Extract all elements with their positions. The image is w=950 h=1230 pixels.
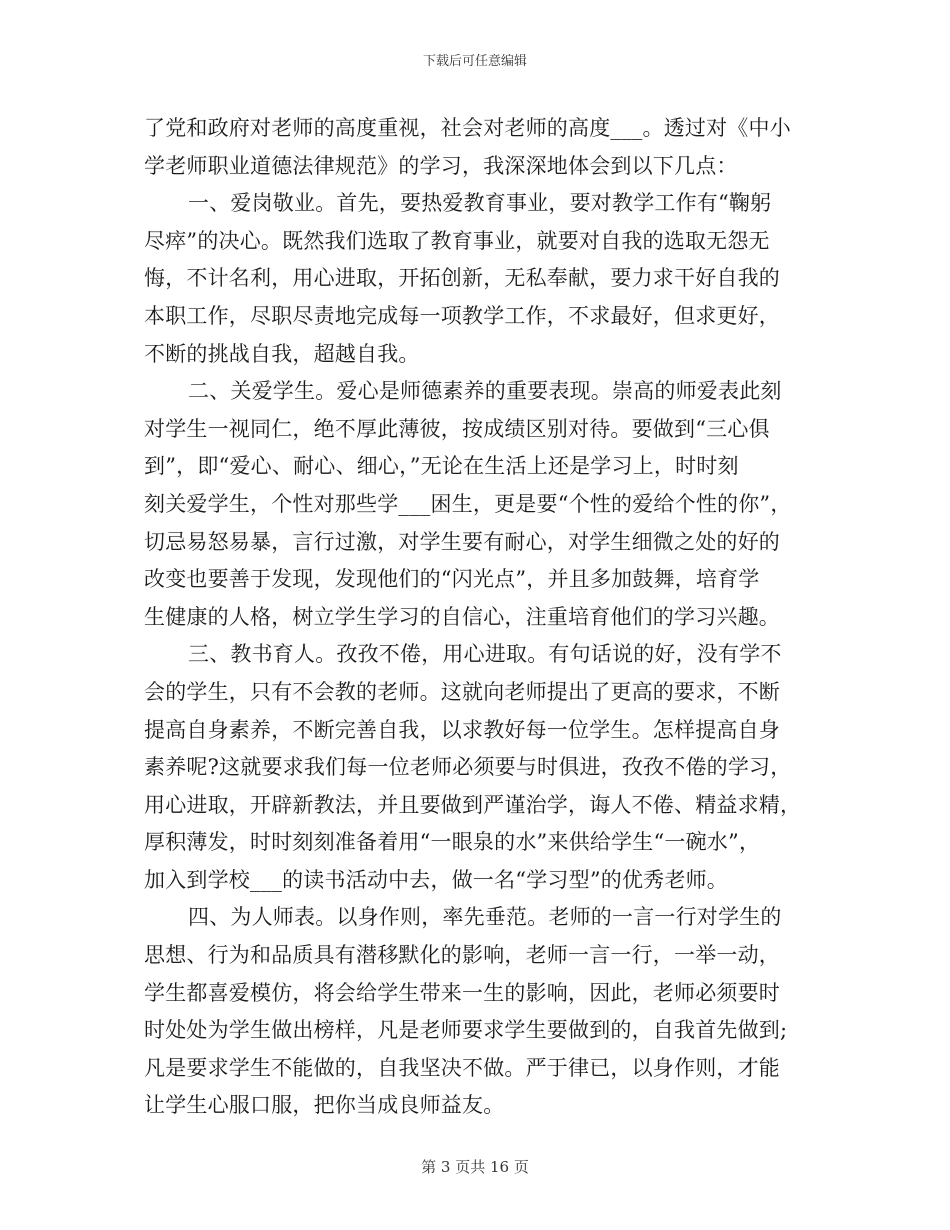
document-body [144,110,824,1125]
text-line: 到”，即“爱心、耐心、细心，”无论在生活上还是学习上，时时刻 [144,454,739,479]
page-footer: 第 3 页共 16 页 [421,1158,529,1176]
text-line: 一、爱岗敬业。首先，要热爱教育事业，要对教学工作有“鞠躬 [188,191,772,216]
text-line: 四、为人师表。以身作则，率先垂范。老师的一言一行对学生的 [188,905,782,930]
text-line: 悔，不计名利，用心进取，开拓创新，无私奉献，要力求干好自我的 [144,266,780,291]
text-line: 学老师职业道德法律规范》的学习，我深深地体会到以下几点： [144,153,738,178]
text-line: 对学生一视同仁，绝不厚此薄彼，按成绩区别对待。要做到“三心俱 [144,416,770,441]
text-line: 三、教书育人。孜孜不倦，用心进取。有句话说的好，没有学不 [188,642,782,667]
text-line: 时处处为学生做出榜样，凡是老师要求学生要做到的，自我首先做到; [144,1018,788,1043]
text-line: 思想、行为和品质具有潜移默化的影响，老师一言一行，一举一动， [144,943,780,968]
text-line: 切忌易怒易暴，言行过激，对学生要有耐心，对学生细微之处的好的 [144,529,780,554]
text-line: 加入到学校___的读书活动中去，做一名“学习型”的优秀老师。 [144,867,728,892]
text-line: 素养呢?这就要求我们每一位老师必须要与时俱进，孜孜不倦的学习， [144,755,792,780]
text-line: 不断的挑战自我，超越自我。 [144,341,420,366]
text-line: 改变也要善于发现，发现他们的“闪光点”，并且多加鼓舞，培育学 [144,567,760,592]
text-line: 生健康的人格，树立学生学习的自信心，注重培育他们的学习兴趣。 [144,604,780,629]
text-line: 提高自身素养，不断完善自我，以求教好每一位学生。怎样提高自身 [144,717,780,742]
text-line: 让学生心服口服，把你当成良师益友。 [144,1093,505,1118]
text-line: 会的学生，只有不会教的老师。这就向老师提出了更高的要求，不断 [144,679,780,704]
text-line: 学生都喜爱模仿，将会给学生带来一生的影响，因此，老师必须要时 [144,980,780,1005]
text-line: 刻关爱学生，个性对那些学___困生，更是要“个性的爱给个性的你”， [144,491,792,516]
text-line: 用心进取，开辟新教法，并且要做到严谨治学，诲人不倦、精益求精， [144,792,802,817]
text-line: 本职工作，尽职尽责地完成每一项教学工作，不求最好，但求更好， [144,303,780,328]
text-line: 凡是要求学生不能做的，自我坚决不做。严于律已，以身作则，才能 [144,1055,780,1080]
text-line: 尽瘁”的决心。既然我们选取了教育事业，就要对自我的选取无怨无 [144,228,770,253]
text-line: 了党和政府对老师的高度重视，社会对老师的高度___。透过对《中小 [144,116,791,140]
text-line: 厚积薄发，时时刻刻准备着用“一眼泉的水”来供给学生“一碗水”， [144,830,761,855]
text-line: 二、关爱学生。爱心是师德素养的重要表现。崇高的师爱表此刻 [188,379,782,404]
page-header: 下载后可任意编辑 [422,54,527,69]
